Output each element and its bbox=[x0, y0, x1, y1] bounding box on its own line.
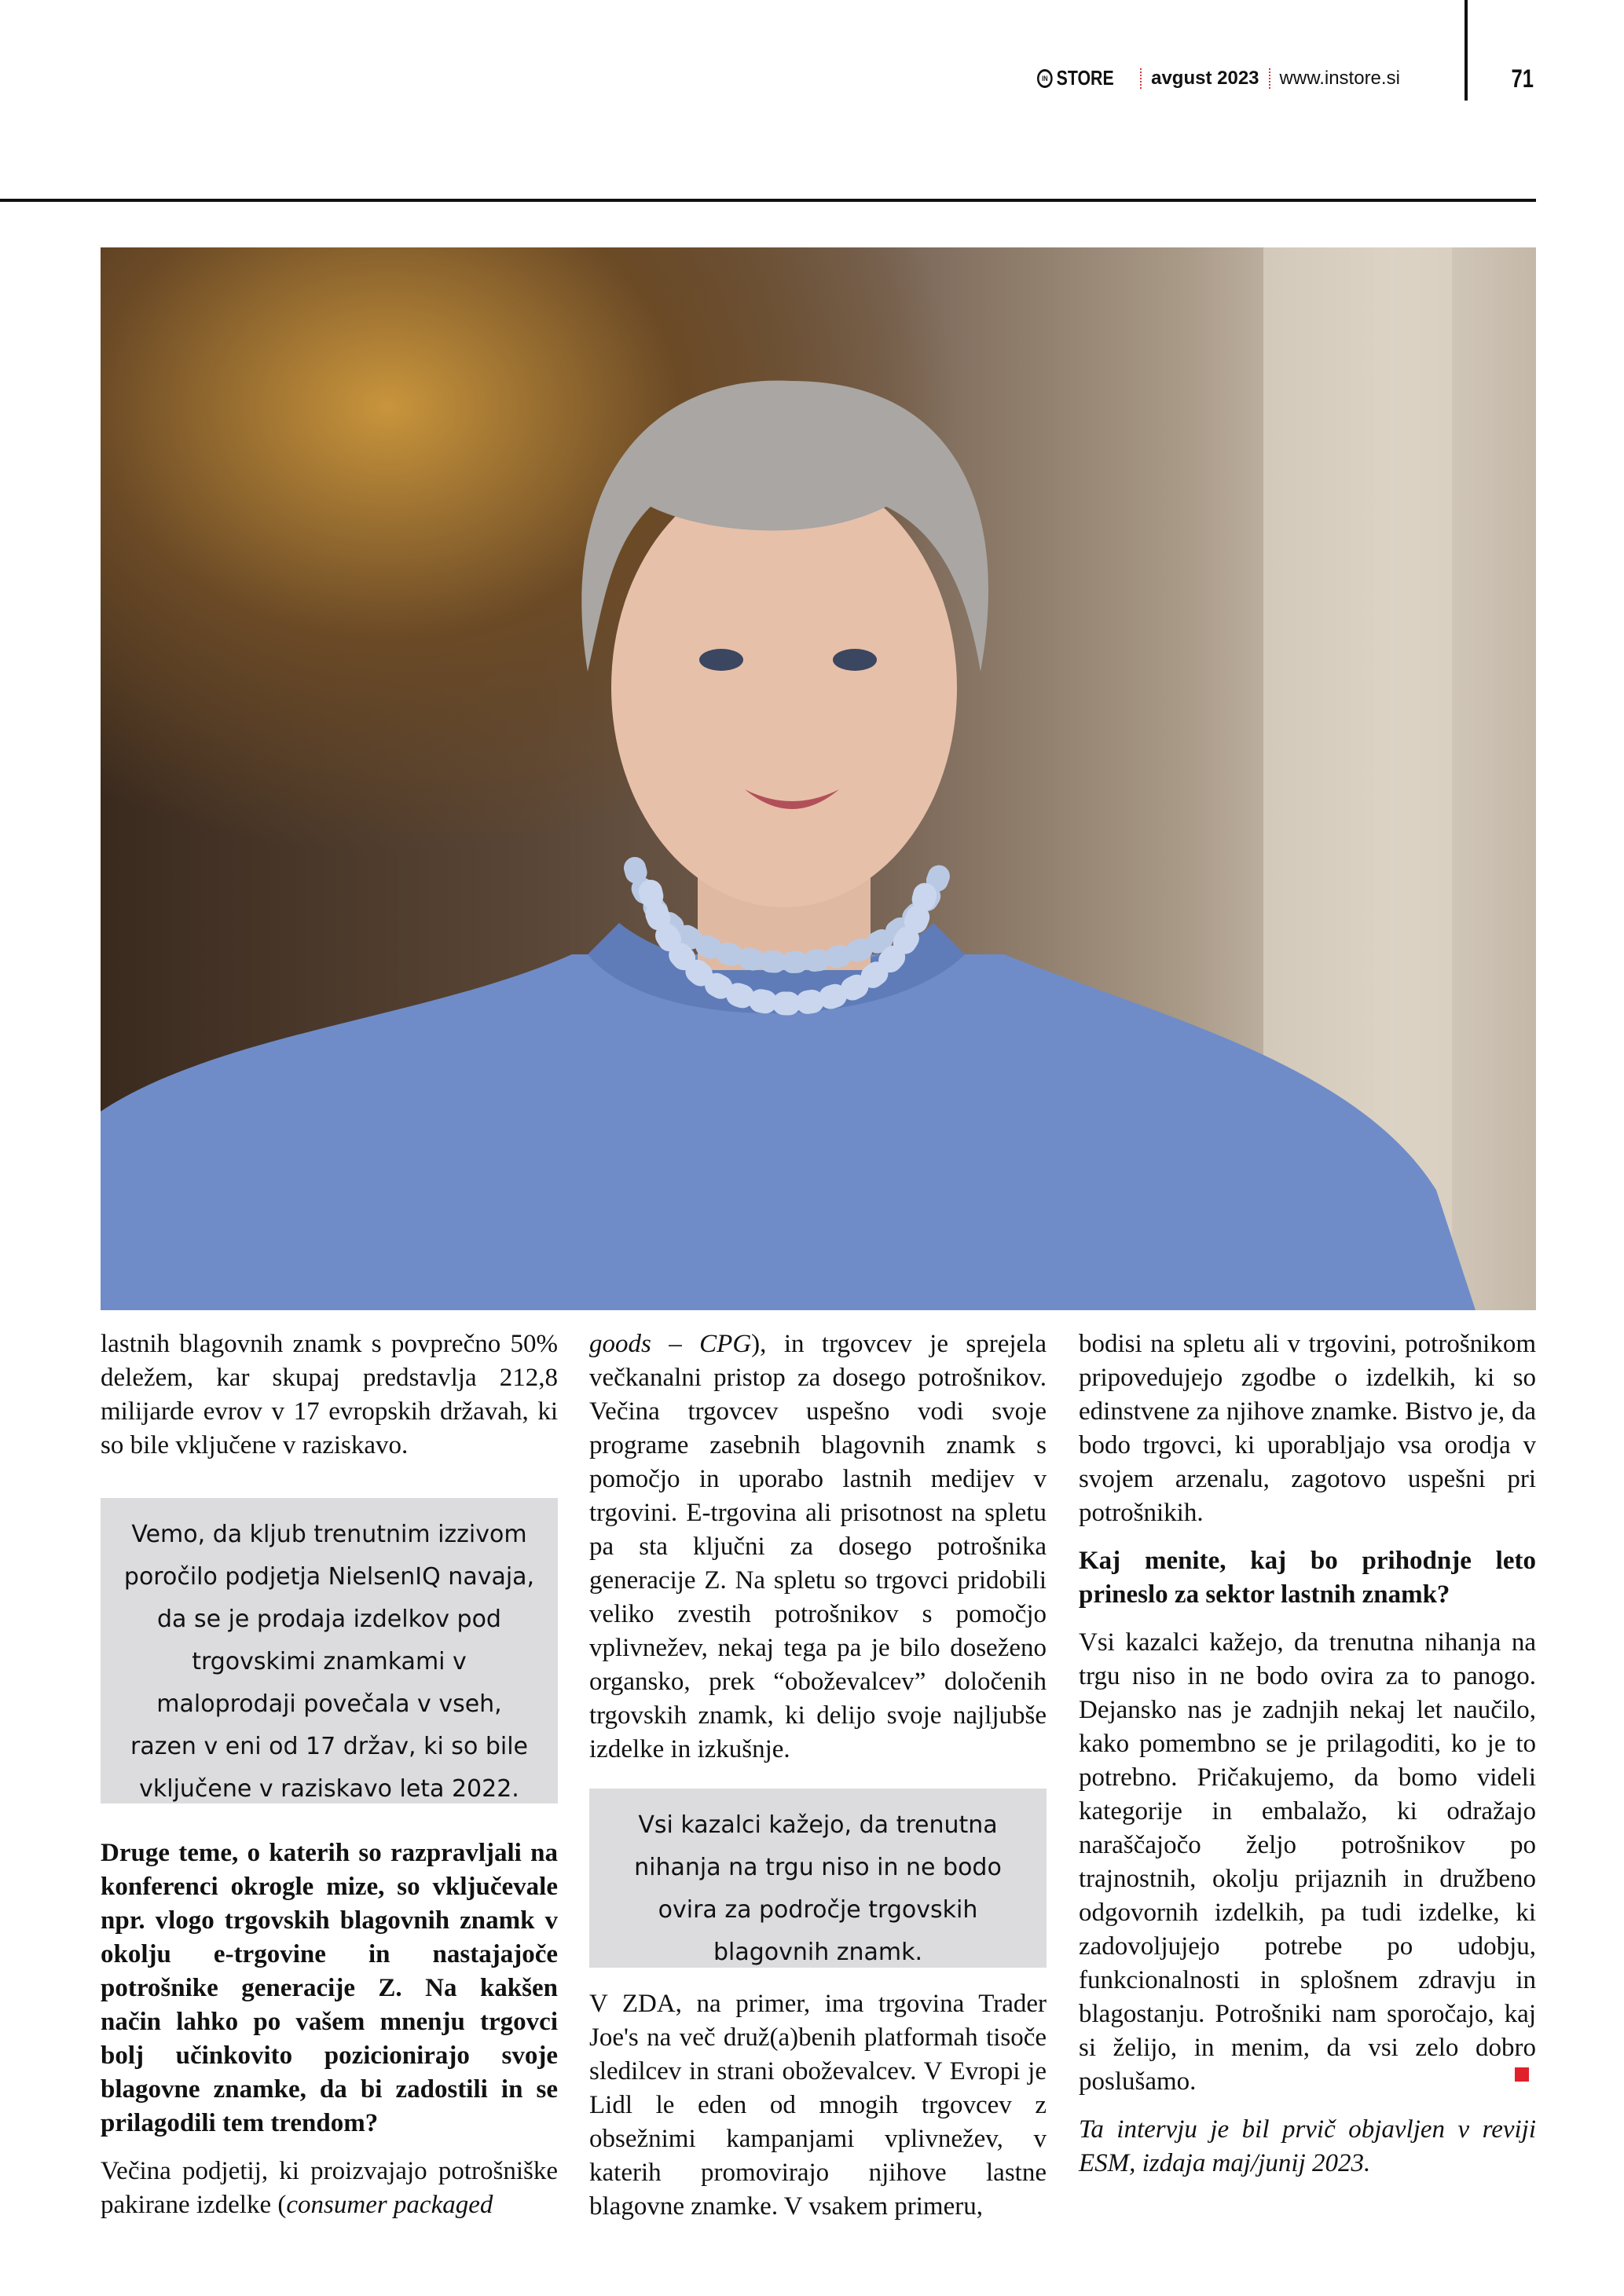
footnote: Ta intervju je bil prvič objavljen v reviji ESM, izdaja maj/junij 2023. bbox=[1079, 2115, 1536, 2177]
body-paragraph: Večina podjetij, ki proizvajajo potrošniške pakirane izdelke (consumer packaged bbox=[101, 2157, 558, 2219]
instore-logo: IN STORE bbox=[1037, 66, 1114, 90]
website-link[interactable]: www.instore.si bbox=[1279, 67, 1400, 89]
page-header bbox=[1037, 66, 1414, 90]
divider bbox=[1140, 68, 1142, 89]
header-vertical-rule bbox=[1465, 0, 1468, 101]
body-paragraph: Vsi kazalci kažejo, da trenutna nihanja na trgu niso in ne bodo ovira za to panogo. Dejansko nas je zadnjih nekaj let naučilo, kako pomembno se je prilagoditi, ko je to potrebno. Pričakujemo, da bomo videli kategorije in embalažo, ki odražajo naraščajočo željo potrošnikov po trajnostnih, okolju prijaznih in družbeno odgovornih izdelkih, pa tudi izdelke, ki zadovoljujejo potrebe po udobju, funkcionalnosti in splošnem zdravju in blagostanju. Potrošniki nam sporočajo, kaj si želijo, in menim, da vsi zelo dobro poslušamo. bbox=[1079, 1628, 1536, 2096]
column-2-lower bbox=[589, 1987, 1047, 2224]
pull-quote: Vsi kazalci kažejo, da trenutna nihanja na trgu niso in ne bodo ovira za področje trgovskih blagovnih znamk. bbox=[589, 1789, 1047, 1968]
issue-date: avgust 2023 bbox=[1151, 67, 1259, 89]
header-rule bbox=[0, 199, 1536, 202]
page-number: 71 bbox=[1511, 64, 1534, 93]
body-paragraph: V ZDA, na primer, ima trgovina Trader Joe's na več druž(a)benih platformah tisoče sledilcev in strani oboževalcev. V Evropi je Lidl le eden od mnogih trgovcev z obsežnimi kampanjami vplivnežev, v katerih promovirajo njihove lastne blagovne znamke. V vsakem primeru, bbox=[589, 1990, 1047, 2221]
body-paragraph: bodisi na spletu ali v trgovini, potrošnikom pripovedujejo zgodbe o izdelkih, ki so edinstvene za njihove znamke. Bistvo je, da bodo trgovci, ki uporabljajo vsa orodja v svojem arzenalu, zagotovo uspešni pri potrošnikih. bbox=[1079, 1330, 1536, 1527]
interview-question: Kaj menite, kaj bo prihodnje leto prineslo za sektor lastnih znamk? bbox=[1079, 1547, 1536, 1609]
end-of-article-mark bbox=[1515, 2067, 1529, 2082]
column-1-lower bbox=[101, 1836, 558, 2222]
column-3 bbox=[1079, 1327, 1536, 2099]
column-2 bbox=[589, 1327, 1047, 1767]
column-1 bbox=[101, 1327, 558, 1463]
body-paragraph: goods – CPG), in trgovcev je sprejela večkanalni pristop za dosego potrošnikov. Večina trgovcev uspešno vodi svoje programe zasebnih blagovnih znamk s pomočjo in uporabo lastnih medijev v trgovini. E-trgovina ali prisotnost na spletu pa sta ključni za dosego potrošnika generacije Z. Na spletu so trgovci pridobili veliko zvestih potrošnikov s pomočjo vplivnežev, nekaj tega pa je bilo doseženo organsko, prek “oboževalcev” določenih trgovskih znamk, ki delijo svoje najljubše izdelke in izkušnje. bbox=[589, 1330, 1047, 1763]
portrait-photo-icon bbox=[101, 247, 1536, 1310]
pull-quote: Vemo, da kljub trenutnim izzivom poročilo podjetja NielsenIQ navaja, da se je prodaja izdelkov pod trgovskimi znamkami v maloprodaji povečala v vseh, razen v eni od 17 držav, ki so bile vključene v raziskavo leta 2022. bbox=[101, 1498, 558, 1803]
divider bbox=[1269, 68, 1270, 89]
in-logo-icon: IN bbox=[1037, 69, 1053, 88]
portrait-photo bbox=[101, 247, 1536, 1310]
body-paragraph: lastnih blagovnih znamk s povprečno 50% deležem, kar skupaj predstavlja 212,8 milijarde evrov v 17 evropskih državah, ki so bile vključene v raziskavo. bbox=[101, 1330, 558, 1459]
interview-question: Druge teme, o katerih so razpravljali na konferenci okrogle mize, so vključevale npr. vlogo trgovskih blagovnih znamk v okolju e-trgovine in nastajajoče potrošnike generacije Z. Na kakšen način lahko po vašem mnenju trgovci bolj učinkovito pozicionirajo svoje blagovne znamke, da bi zadostili in se prilagodili tem trendom? bbox=[101, 1839, 558, 2137]
